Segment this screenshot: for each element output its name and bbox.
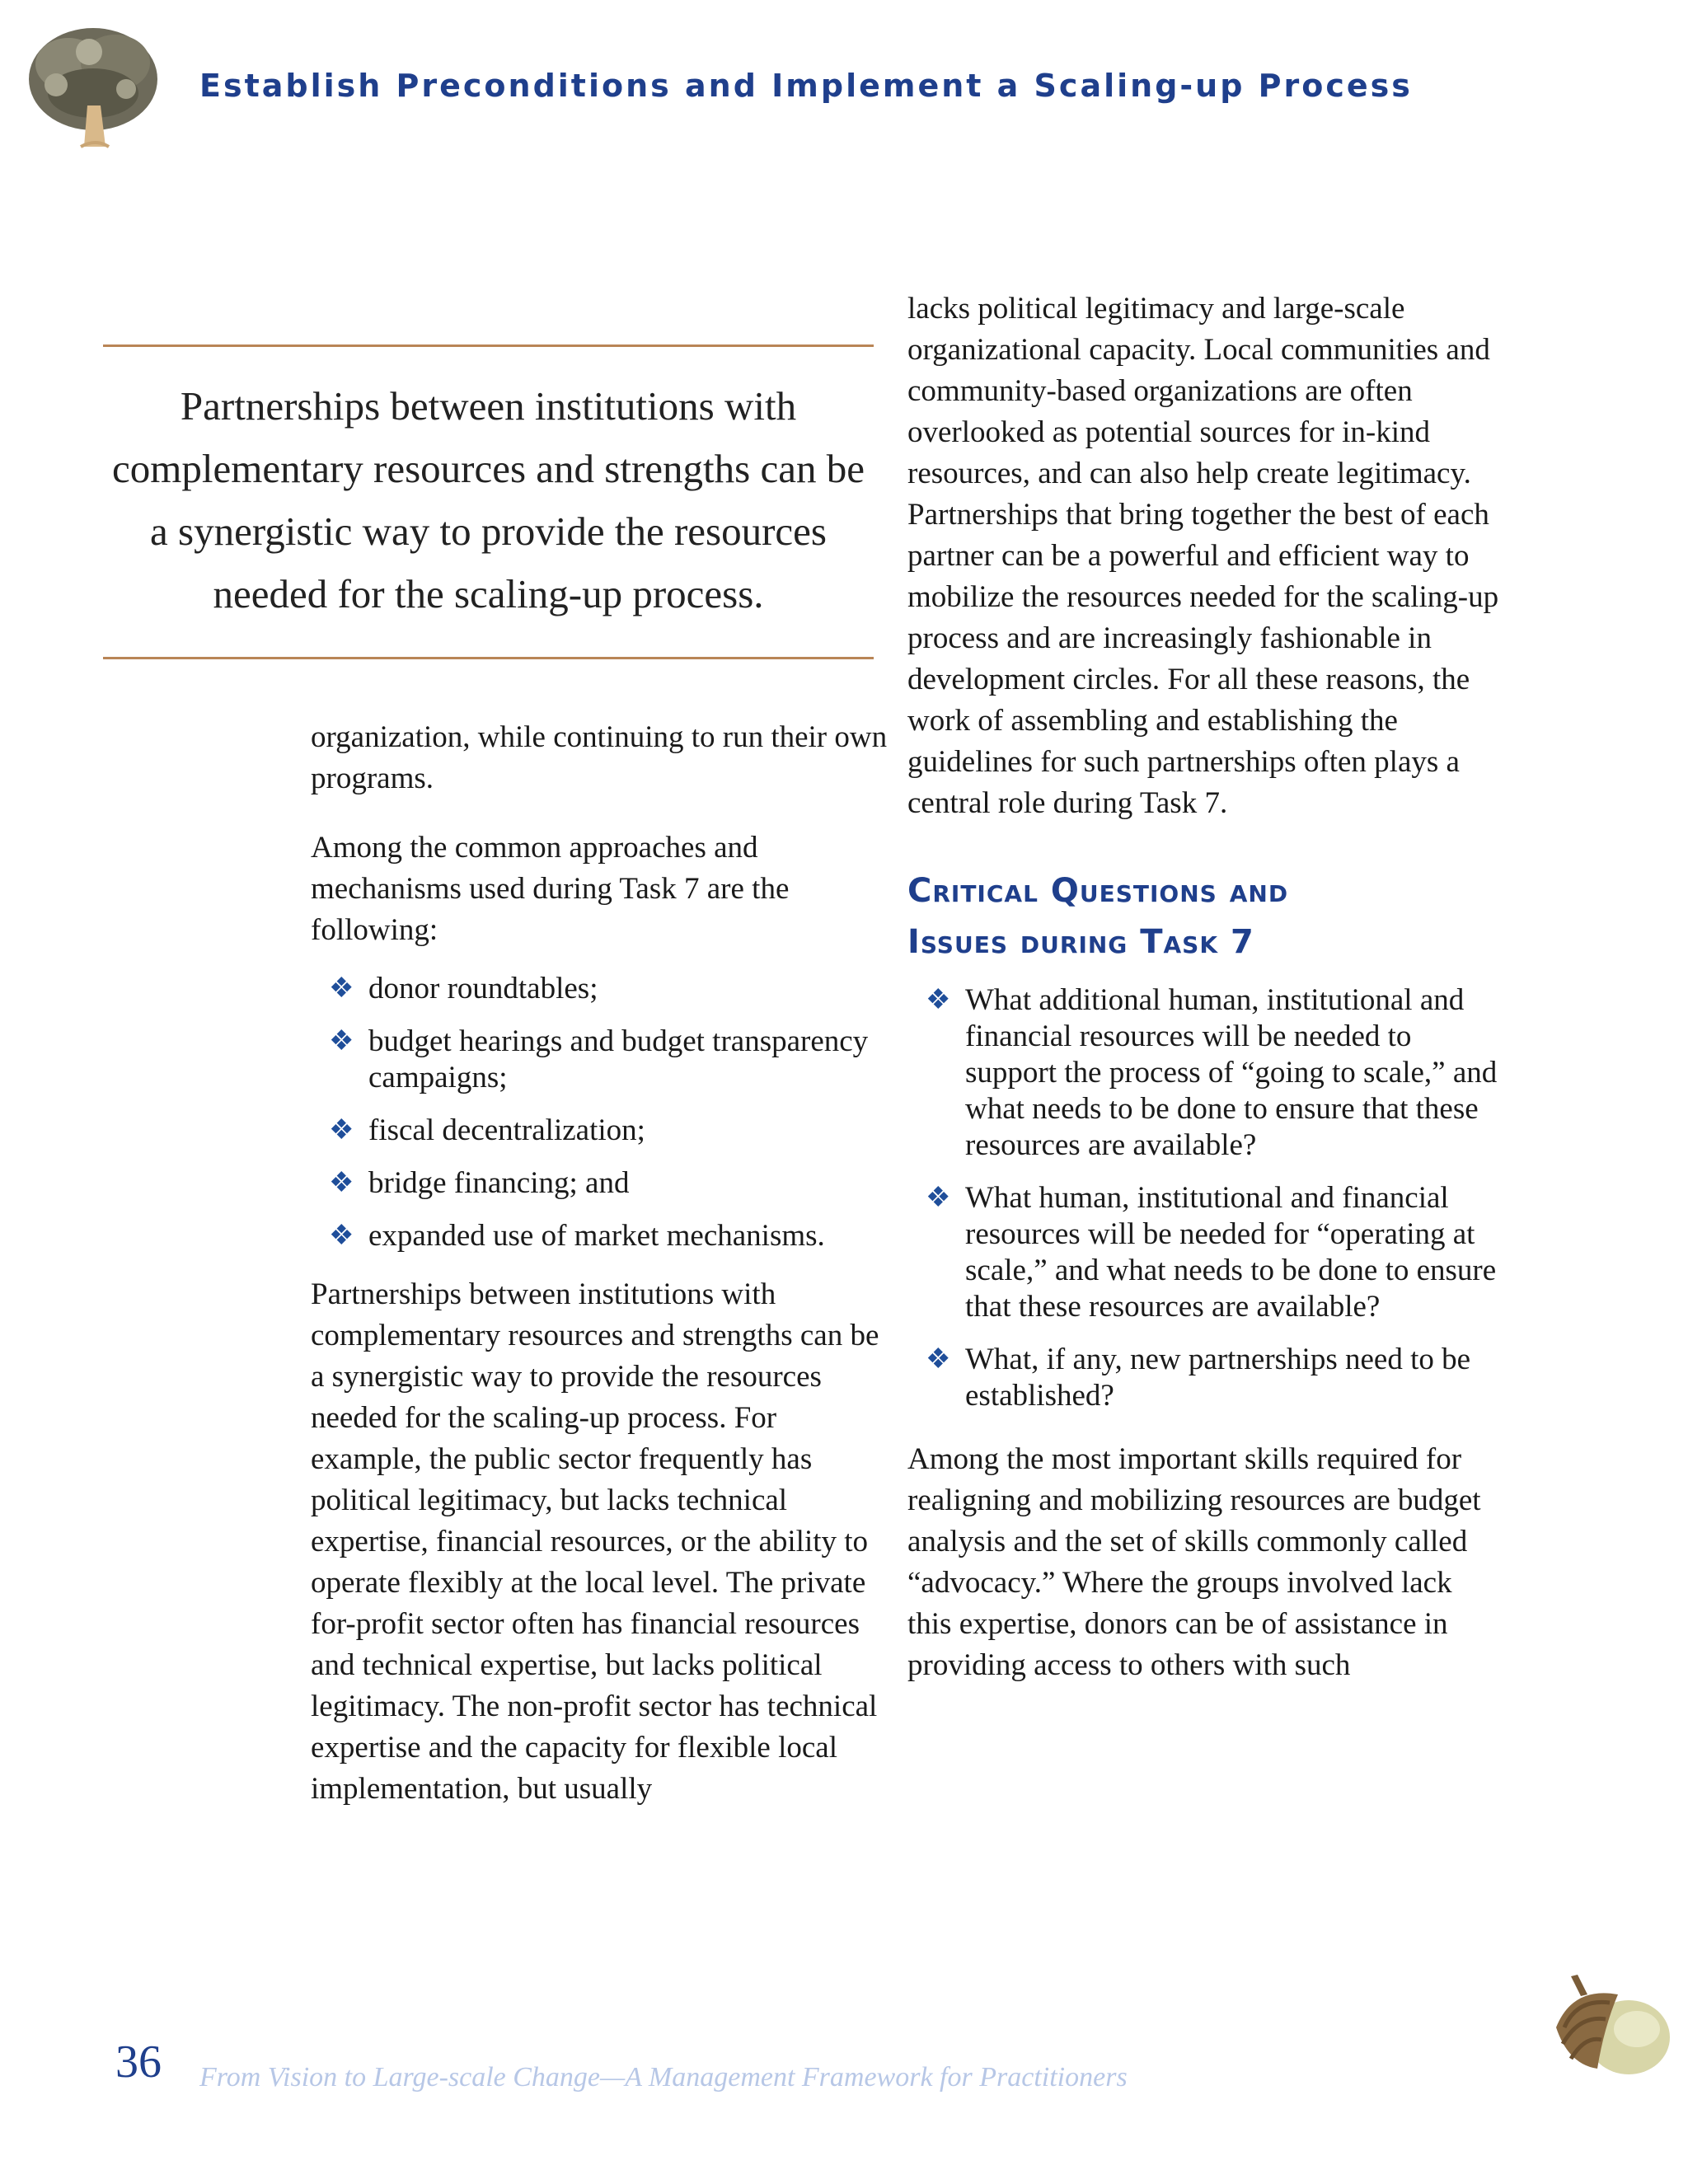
bullet-diamond-icon: ❖ bbox=[926, 1344, 951, 1375]
pullquote: Partnerships between institutions with complementary resources and strengths can be a synergistic way to provide the resources needed for the scaling-up process. bbox=[112, 383, 865, 616]
section-heading-line-1: Critical Questions and bbox=[907, 872, 1289, 910]
acorn-icon bbox=[1540, 1970, 1680, 2093]
page-number: 36 bbox=[115, 2036, 162, 2088]
list-item: ❖ bridge financing; and bbox=[329, 1166, 630, 1200]
list-item: ❖ expanded use of market mechanisms. bbox=[329, 1219, 825, 1253]
pullquote-bottom-rule bbox=[103, 657, 874, 659]
bullet-diamond-icon: ❖ bbox=[329, 1026, 354, 1057]
header-title: Establish Preconditions and Implement a Scaling-up Process bbox=[199, 68, 1413, 104]
right-paragraph-2: Among the most important skills required for realigning and mobilizing resources are budget analysis and the set of skills commonly called “advocacy.” Where the groups involved lack this expertise, donors can be of assistance in providing access to others with such bbox=[907, 1442, 1481, 1682]
section-heading-line-2: Issues during Task 7 bbox=[907, 923, 1254, 961]
list-item: ❖ What human, institutional and financial resources will be needed for “operating at scale,” and what needs to be done to ensure that these resources are available? bbox=[926, 1181, 1497, 1324]
list-item: ❖ donor roundtables; bbox=[329, 972, 598, 1005]
left-paragraph-2: Among the common approaches and mechanisms used during Task 7 are the following: bbox=[311, 831, 790, 947]
list-item: ❖ budget hearings and budget transparency campaigns; bbox=[329, 1024, 869, 1094]
left-paragraph-1: organization, while continuing to run their own programs. bbox=[311, 720, 888, 795]
bullet-diamond-icon: ❖ bbox=[329, 973, 354, 1004]
left-column bbox=[311, 717, 888, 1810]
approaches-list bbox=[311, 971, 888, 1254]
list-item: ❖ What additional human, institutional and financial resources will be needed to support the process of “going to scale,” and what needs to be done to ensure that these resources are available? bbox=[926, 983, 1498, 1162]
critical-questions-list bbox=[907, 982, 1501, 1414]
bullet-diamond-icon: ❖ bbox=[329, 1221, 354, 1251]
list-item: ❖ What, if any, new partnerships need to be established? bbox=[926, 1343, 1471, 1413]
right-column bbox=[907, 288, 1501, 1686]
section-heading bbox=[907, 865, 1501, 968]
list-item: ❖ fiscal decentralization; bbox=[329, 1113, 645, 1147]
bullet-diamond-icon: ❖ bbox=[926, 985, 951, 1015]
pullquote-top-rule bbox=[103, 344, 874, 347]
footer-title: From Vision to Large-scale Change—A Management Framework for Practitioners bbox=[199, 2062, 1128, 2093]
right-paragraph-1: lacks political legitimacy and large-scale organizational capacity. Local communities and community-based organizations are often overlooked as potential sources for in-kind resources, and can also help create legitimacy. Partnerships that bring together the best of each partner can be a powerful and efficient way to mobilize the resources needed for the scaling-up process and are increasingly fashionable in development circles. For all these reasons, the work of assembling and establishing the guidelines for such partnerships often plays a central role during Task 7. bbox=[907, 292, 1499, 820]
bullet-diamond-icon: ❖ bbox=[329, 1168, 354, 1198]
left-paragraph-3: Partnerships between institutions with complementary resources and strengths can be a synergistic way to provide the resources needed for the scaling-up process. For example, the public sector frequently has political legitimacy, but lacks technical expertise, financial resources, or the ability to operate flexibly at the local level. The private for-profit sector often has financial resources and technical expertise, but lacks political legitimacy. The non-profit sector has technical expertise and the capacity for flexible local implementation, but usually bbox=[311, 1277, 879, 1806]
bullet-diamond-icon: ❖ bbox=[329, 1115, 354, 1146]
tree-logo-icon bbox=[23, 15, 163, 155]
bullet-diamond-icon: ❖ bbox=[926, 1183, 951, 1213]
